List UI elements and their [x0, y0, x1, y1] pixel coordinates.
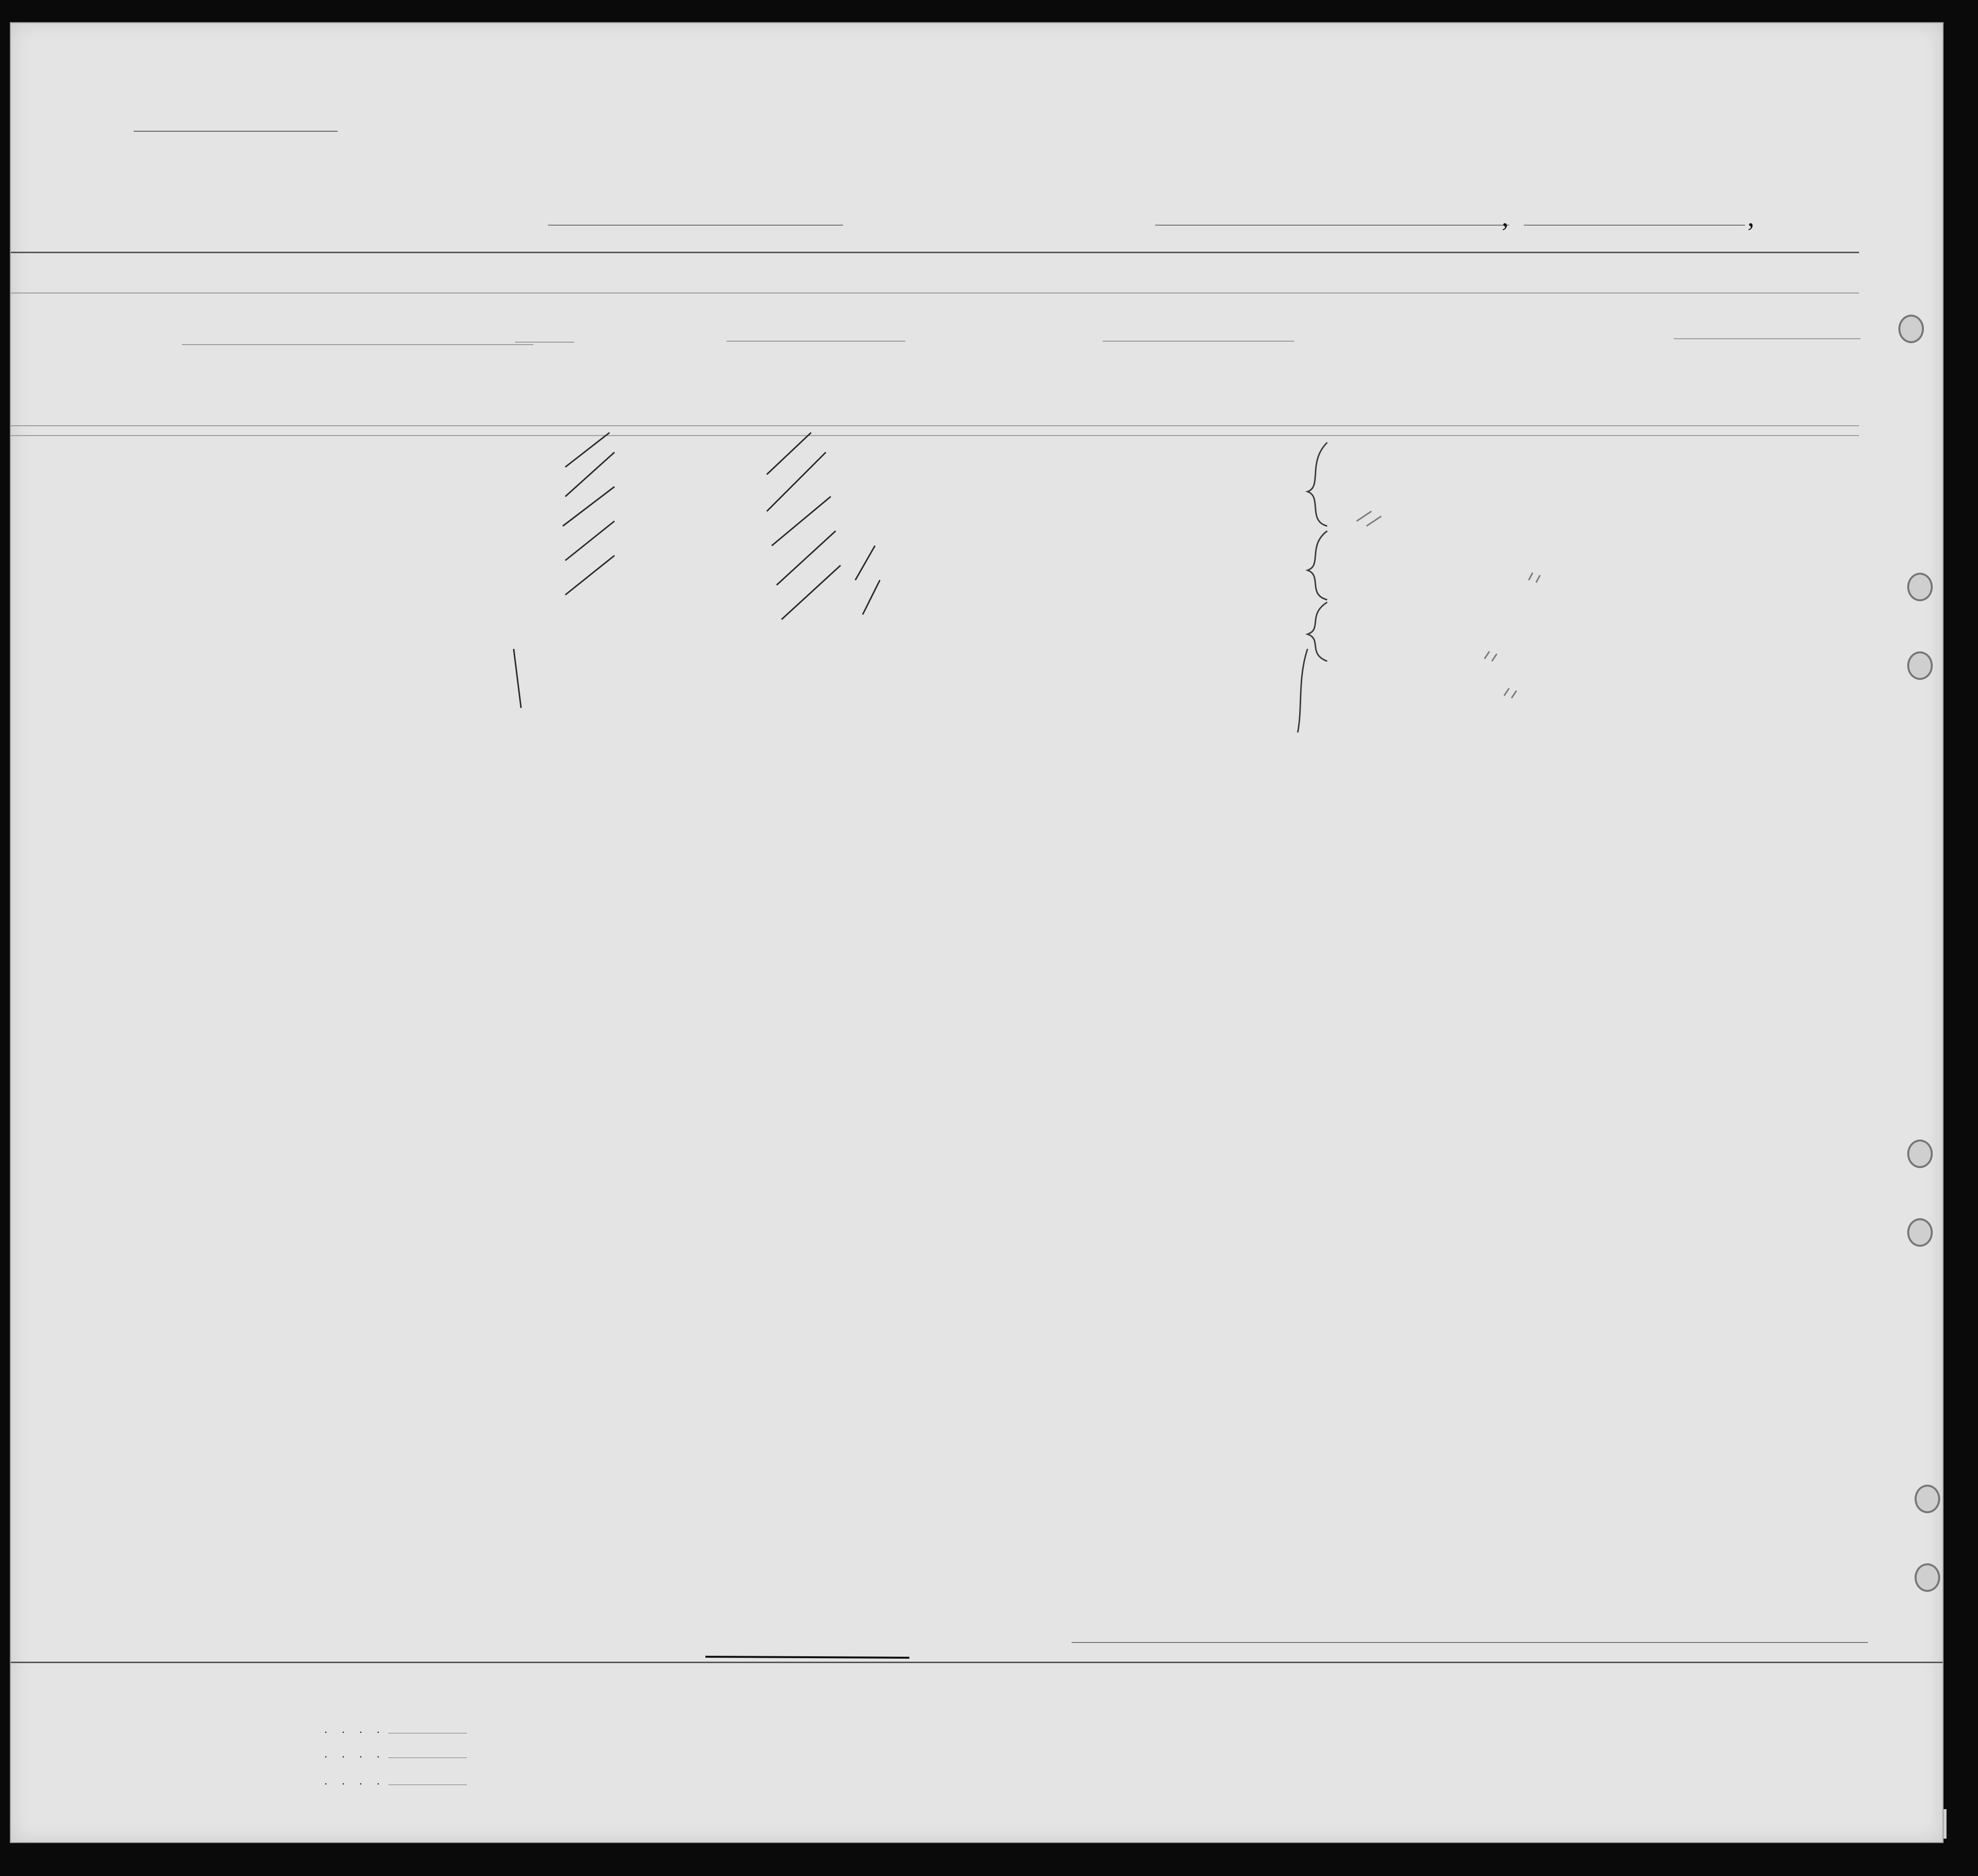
- dots-1: . . . .: [324, 1723, 386, 1735]
- comma-2: ,: [1747, 202, 1754, 233]
- bracket-marks: [1298, 442, 1327, 733]
- dots-3: . . . .: [324, 1775, 386, 1787]
- dots-2: . . . .: [324, 1748, 386, 1760]
- comma-1: ,: [1502, 202, 1509, 233]
- purser-underline-stroke: [705, 1657, 909, 1658]
- tick-marks: [514, 433, 880, 708]
- ditto-marks: [1357, 511, 1540, 698]
